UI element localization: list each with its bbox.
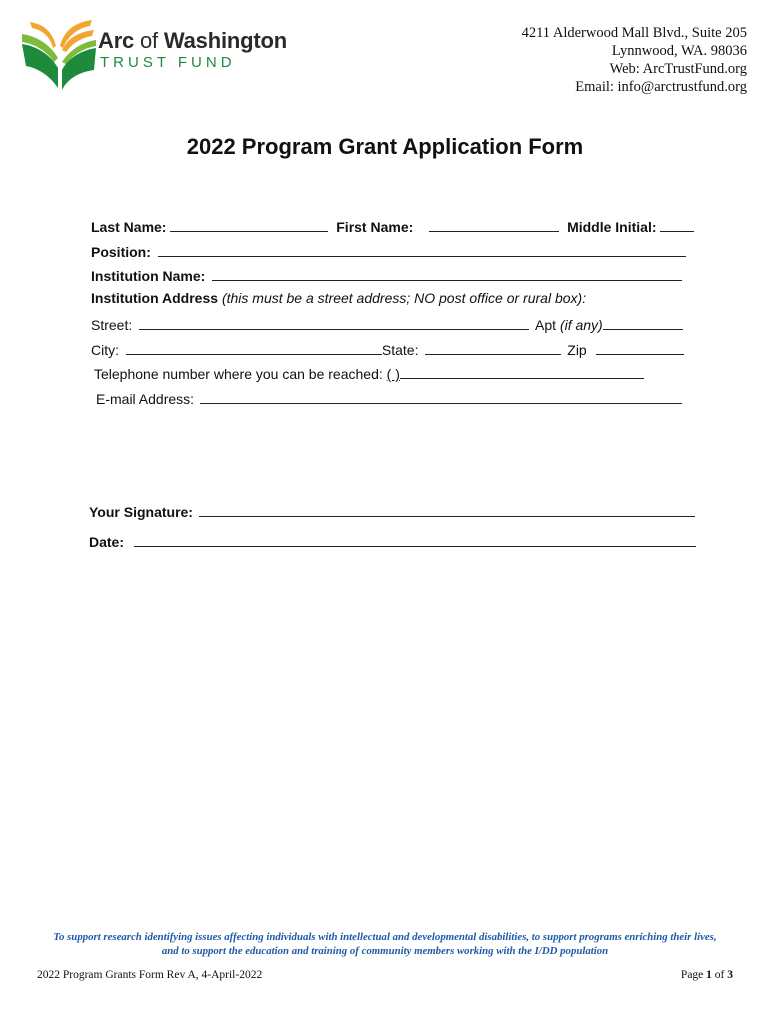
telephone-label: Telephone number where you can be reached: [94, 366, 383, 382]
city-state-zip-row [91, 340, 684, 358]
position-label: Position: [91, 244, 151, 260]
mission-line: To support research identifying issues affecting individuals with intellectual and developmental disabilities, to support programs enriching their lives, [53, 931, 717, 943]
telephone-area-code[interactable]: ( ) [386, 366, 400, 382]
street-label: Street: [91, 317, 133, 333]
zip-field[interactable] [596, 340, 684, 355]
street-field[interactable] [139, 315, 529, 330]
institution-address-note: (this must be a street address; NO post office or rural box): [221, 290, 587, 306]
signature-label: Your Signature: [89, 504, 193, 520]
logo-mark [20, 16, 98, 92]
address-web: Web: ArcTrustFund.org [609, 61, 747, 77]
page-indicator: Page 1 of 3 [680, 969, 733, 981]
telephone-row [94, 364, 644, 382]
apt-note: (if any) [559, 317, 603, 333]
signature-row [89, 502, 695, 520]
date-row [89, 532, 696, 550]
position-field[interactable] [158, 242, 686, 257]
last-name-field[interactable] [170, 217, 328, 232]
signature-field[interactable] [199, 502, 695, 517]
city-field[interactable] [126, 340, 382, 355]
institution-name-label: Institution Name: [91, 268, 206, 284]
form-revision: 2022 Program Grants Form Rev A, 4-April-2022 [37, 969, 263, 981]
name-row [91, 217, 694, 235]
address-email: Email: info@arctrustfund.org [575, 79, 747, 95]
street-row [91, 315, 683, 333]
middle-initial-label: Middle Initial: [567, 219, 657, 235]
position-row [91, 242, 686, 260]
address-line: Lynnwood, WA. 98036 [611, 43, 747, 59]
form-title: 2022 Program Grant Application Form [186, 134, 584, 159]
first-name-field[interactable] [429, 217, 559, 232]
mission-statement [0, 930, 770, 958]
apt-label: Apt [535, 317, 557, 333]
first-name-label: First Name: [336, 219, 414, 235]
mission-line: and to support the education and training of community members working with the I/DD population [161, 945, 609, 957]
logo [20, 16, 290, 92]
email-label: E-mail Address: [96, 391, 195, 407]
state-field[interactable] [425, 340, 561, 355]
page-total: 3 [727, 969, 733, 981]
institution-name-row [91, 266, 682, 284]
email-field[interactable] [200, 389, 682, 404]
date-label: Date: [89, 534, 125, 550]
last-name-label: Last Name: [91, 219, 167, 235]
email-row [96, 389, 682, 407]
city-label: City: [91, 342, 119, 358]
apt-field[interactable] [603, 315, 683, 330]
state-label: State: [381, 342, 419, 358]
institution-name-field[interactable] [212, 266, 682, 281]
date-field[interactable] [134, 532, 696, 547]
contact-address [522, 24, 747, 96]
logo-title: Arc of Washington [98, 28, 287, 53]
institution-address-label: Institution Address [91, 290, 219, 306]
middle-initial-field[interactable] [660, 217, 694, 232]
address-line: 4211 Alderwood Mall Blvd., Suite 205 [521, 25, 747, 41]
zip-label: Zip [567, 342, 587, 358]
telephone-field[interactable] [400, 364, 644, 379]
page-number: 1 [706, 969, 712, 981]
institution-address-heading [91, 290, 586, 306]
logo-subtitle: TRUST FUND [100, 54, 236, 71]
